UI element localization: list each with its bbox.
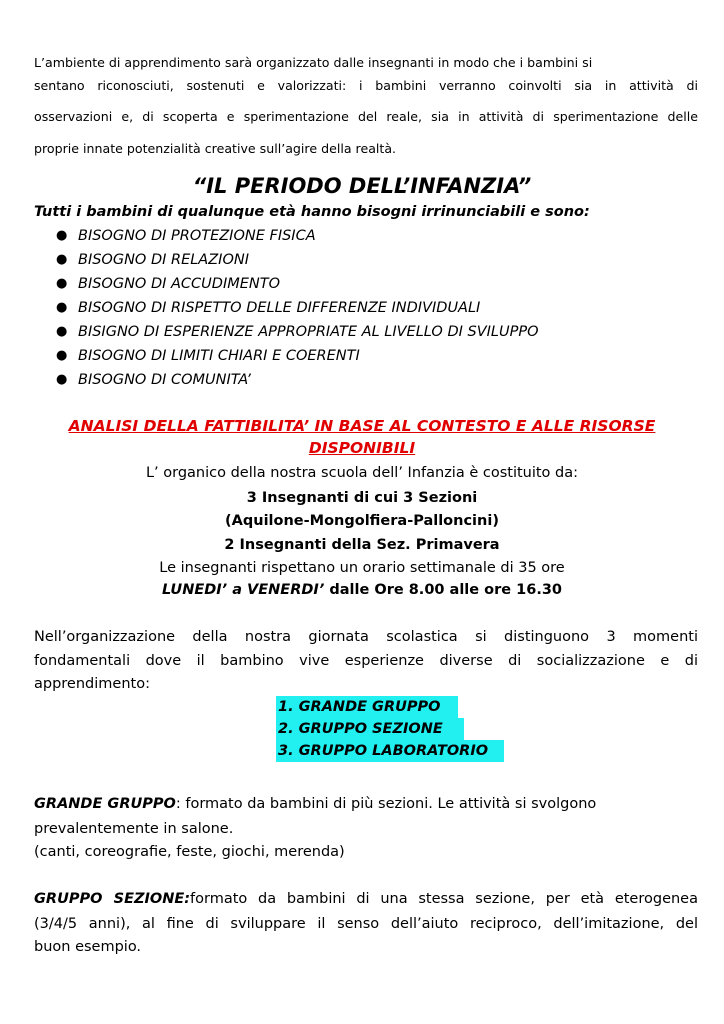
analysis-heading bbox=[0, 415, 724, 459]
bullet-icon: ● bbox=[56, 324, 68, 339]
bullet-icon: ● bbox=[56, 300, 68, 315]
need-text: BISOGNO DI ACCUDIMENTO bbox=[78, 276, 281, 292]
section-title: “IL PERIODO DELL’INFANZIA” bbox=[192, 174, 532, 198]
need-text: BISIGNO DI ESPERIENZE APPROPRIATE AL LIVELLO DI SVILUPPO bbox=[78, 324, 539, 340]
intro-line-3: osservazioni e, di scoperta e sperimentazione del reale, sia in attività di sperimentazione delle bbox=[34, 109, 698, 124]
grande-gruppo-label: GRANDE GRUPPO bbox=[34, 796, 176, 812]
organization-line-1: Nell’organizzazione della nostra giornata scolastica si distinguono 3 momenti bbox=[34, 629, 698, 645]
need-text: BISOGNO DI LIMITI CHIARI E COERENTI bbox=[78, 348, 360, 364]
hours-text: dalle Ore 8.00 alle ore 16.30 bbox=[324, 582, 563, 598]
bullet-icon: ● bbox=[56, 348, 68, 363]
list-item bbox=[0, 370, 724, 394]
gruppo-sezione-label: GRUPPO SEZIONE: bbox=[34, 891, 191, 907]
days-hours-line bbox=[0, 580, 724, 600]
moments-list bbox=[276, 696, 506, 762]
grande-gruppo-line-1 bbox=[34, 793, 698, 815]
teachers-line: 3 Insegnanti di cui 3 Sezioni bbox=[246, 490, 478, 506]
bullet-icon: ● bbox=[56, 228, 68, 243]
list-item bbox=[0, 226, 724, 250]
analysis-heading-line-1: ANALISI DELLA FATTIBILITA’ IN BASE AL CONTESTO E ALLE RISORSE bbox=[68, 417, 656, 435]
intro-line-2: sentano riconosciuti, sostenuti e valorizzati: i bambini verranno coinvolti sia in attività di bbox=[34, 78, 698, 93]
grande-gruppo-text: : formato da bambini di più sezioni. Le attività si svolgono bbox=[175, 796, 597, 812]
need-text: BISOGNO DI RELAZIONI bbox=[78, 252, 249, 268]
schedule-line: Le insegnanti rispettano un orario settimanale di 35 ore bbox=[159, 560, 565, 576]
days-text: LUNEDI’ a VENERDI’ bbox=[161, 582, 325, 598]
bullet-icon: ● bbox=[56, 252, 68, 267]
list-item bbox=[0, 298, 724, 322]
intro-line-1: L’ambiente di apprendimento sarà organizzato dalle insegnanti in modo che i bambini si bbox=[34, 55, 593, 70]
need-text: BISOGNO DI PROTEZIONE FISICA bbox=[78, 228, 316, 244]
gruppo-sezione-line-3: buon esempio. bbox=[34, 939, 142, 955]
sections-line: (Aquilone-Mongolfiera-Palloncini) bbox=[225, 513, 499, 529]
organico-line: L’ organico della nostra scuola dell’ Infanzia è costituito da: bbox=[145, 465, 579, 481]
list-item bbox=[0, 346, 724, 370]
needs-list bbox=[0, 226, 724, 394]
list-item bbox=[0, 250, 724, 274]
gruppo-sezione-line-2: (3/4/5 anni), al fine di sviluppare il senso dell’aiuto reciproco, dell’imitazione, del bbox=[34, 916, 698, 932]
need-text: BISOGNO DI COMUNITA’ bbox=[78, 372, 251, 388]
moment-grande-gruppo: 1. GRANDE GRUPPO bbox=[276, 696, 458, 718]
organization-line-2: fondamentali dove il bambino vive esperienze diverse di socializzazione e di bbox=[34, 653, 698, 669]
primavera-line: 2 Insegnanti della Sez. Primavera bbox=[224, 537, 500, 553]
grande-gruppo-line-3: (canti, coreografie, feste, giochi, merenda) bbox=[34, 844, 345, 860]
need-text: BISOGNO DI RISPETTO DELLE DIFFERENZE INDIVIDUALI bbox=[78, 300, 481, 316]
moment-gruppo-sezione: 2. GRUPPO SEZIONE bbox=[276, 718, 464, 740]
moment-gruppo-laboratorio: 3. GRUPPO LABORATORIO bbox=[276, 740, 504, 762]
gruppo-sezione-text: formato da bambini di una stessa sezione, per età eterogenea bbox=[190, 891, 698, 907]
bullet-icon: ● bbox=[56, 372, 68, 387]
needs-intro: Tutti i bambini di qualunque età hanno bisogni irrinunciabili e sono: bbox=[34, 204, 590, 220]
gruppo-sezione-line-1 bbox=[34, 888, 698, 910]
list-item bbox=[0, 274, 724, 298]
organization-line-3: apprendimento: bbox=[34, 676, 150, 692]
intro-line-4: proprie innate potenzialità creative sull’agire della realtà. bbox=[34, 141, 397, 156]
analysis-heading-line-2: DISPONIBILI bbox=[308, 439, 416, 457]
list-item bbox=[0, 322, 724, 346]
grande-gruppo-line-2: prevalentemente in salone. bbox=[34, 821, 234, 837]
bullet-icon: ● bbox=[56, 276, 68, 291]
